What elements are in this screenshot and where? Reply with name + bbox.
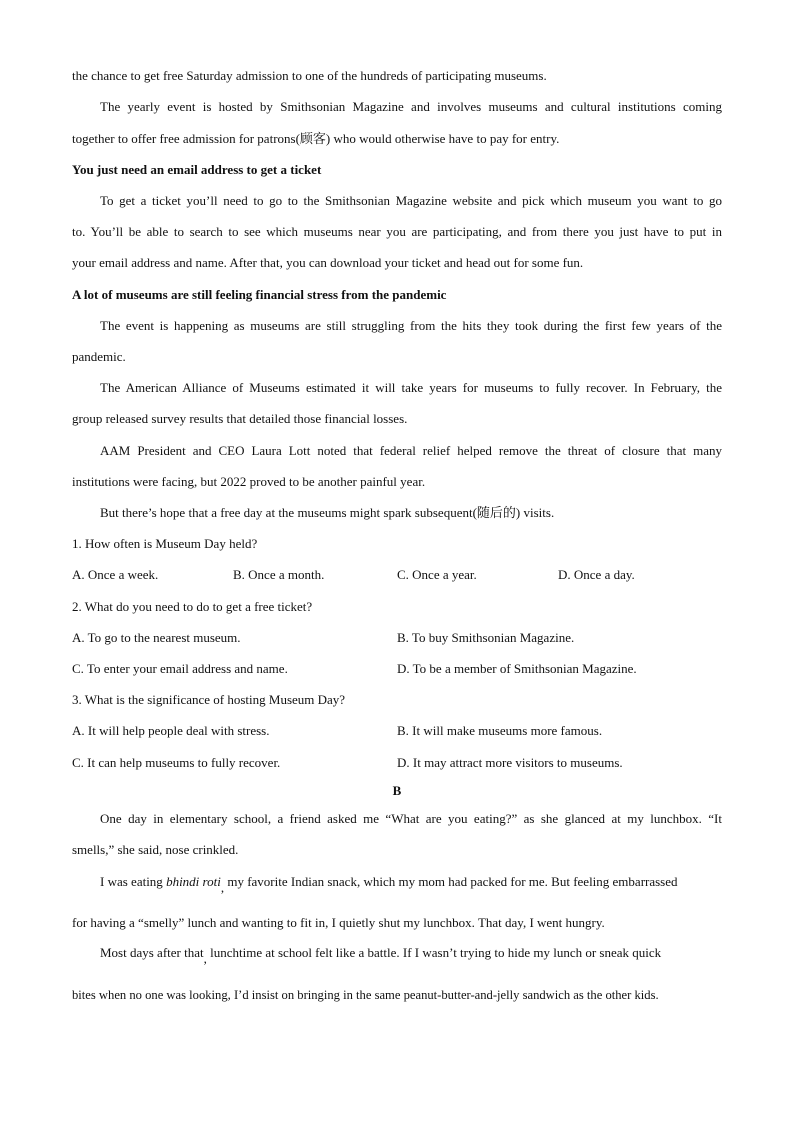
passage-a-line: The yearly event is hosted by Smithsonian Magazine and involves museums and cultural institutions coming xyxy=(100,99,722,114)
passage-a-line: group released survey results that detailed those financial losses. xyxy=(72,411,408,426)
passage-a-line: The American Alliance of Museums estimated it will take years for museums to fully recover. In February, the xyxy=(100,380,722,395)
answer-option: C. It can help museums to fully recover. xyxy=(72,755,281,770)
answer-option: B. Once a month. xyxy=(233,567,325,582)
answer-option: C. Once a year. xyxy=(397,567,477,582)
question-stem: 3. What is the significance of hosting Museum Day? xyxy=(72,692,346,707)
question-stem: 1. How often is Museum Day held? xyxy=(72,536,258,551)
text-run: I was eating xyxy=(100,874,167,889)
passage-b-line: One day in elementary school, a friend asked me “What are you eating?” as she glanced at my lunchbox. “It xyxy=(100,811,722,826)
passage-a-line: the chance to get free Saturday admission to one of the hundreds of participating museums. xyxy=(72,68,547,83)
answer-option: B. To buy Smithsonian Magazine. xyxy=(397,630,575,645)
question-stem: 2. What do you need to do to get a free ticket? xyxy=(72,599,313,614)
passage-a-line: AAM President and CEO Laura Lott noted that federal relief helped remove the threat of closure that many xyxy=(100,443,722,458)
passage-a-line: The event is happening as museums are still struggling from the hits they took during the first few years of the xyxy=(100,318,722,333)
passage-a-line: your email address and name. After that, you can download your ticket and head out for some fun. xyxy=(72,255,584,270)
passage-b-line: bites when no one was looking, I’d insist on bringing in the same peanut-butter-and-jelly sandwich as the other kids. xyxy=(72,988,659,1002)
answer-option: D. It may attract more visitors to museums. xyxy=(397,755,623,770)
text-run: lunchtime at school felt like a battle. If I wasn’t trying to hide my lunch or sneak quick xyxy=(206,945,662,960)
answer-option: A. Once a week. xyxy=(72,567,159,582)
passage-a-line: to. You’ll be able to search to see which museums near you are participating, and from there you just have to put in xyxy=(72,224,722,239)
answer-option: B. It will make museums more famous. xyxy=(397,723,603,738)
section-label: B xyxy=(392,783,402,798)
text-run: , xyxy=(220,880,225,895)
answer-option: A. It will help people deal with stress. xyxy=(72,723,270,738)
answer-option: D. To be a member of Smithsonian Magazine. xyxy=(397,661,637,676)
passage-b-line xyxy=(100,874,722,895)
text-run: my favorite Indian snack, which my mom had packed for me. But feeling embarrassed xyxy=(224,874,678,889)
section-heading: You just need an email address to get a ticket xyxy=(72,162,322,177)
passage-a-line: But there’s hope that a free day at the museums might spark subsequent(随后的) visits. xyxy=(100,505,555,520)
passage-b-line: smells,” she said, nose crinkled. xyxy=(72,842,239,857)
passage-a-line: institutions were facing, but 2022 proved to be another painful year. xyxy=(72,474,426,489)
answer-option: C. To enter your email address and name. xyxy=(72,661,288,676)
section-heading: A lot of museums are still feeling financial stress from the pandemic xyxy=(72,287,447,302)
text-run: , xyxy=(203,951,207,966)
text-run: Most days after that xyxy=(100,945,204,960)
passage-a-line: To get a ticket you’ll need to go to the Smithsonian Magazine website and pick which museum you want to go xyxy=(100,193,722,208)
passage-b-line: for having a “smelly” lunch and wanting to fit in, I quietly shut my lunchbox. That day, I went hungry. xyxy=(72,915,605,930)
answer-option: A. To go to the nearest museum. xyxy=(72,630,241,645)
passage-a-line: pandemic. xyxy=(72,349,126,364)
passage-a-line: together to offer free admission for patrons(顾客) who would otherwise have to pay for entry. xyxy=(72,131,560,146)
answer-option: D. Once a day. xyxy=(558,567,635,582)
passage-b-line xyxy=(100,945,722,966)
italic-term: bhindi roti xyxy=(166,874,221,889)
